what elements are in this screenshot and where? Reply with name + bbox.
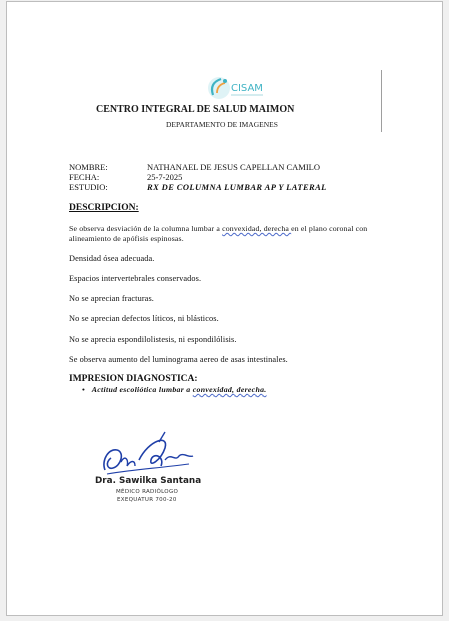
handwritten-signature (99, 430, 195, 480)
bullet-text-part-1: Actitud escoliótica lumbar a (91, 385, 193, 394)
name-value: NATHANAEL DE JESUS CAPELLAN CAMILO (147, 162, 320, 172)
department-name: DEPARTAMENTO DE IMAGENES (166, 120, 278, 129)
study-label: ESTUDIO: (69, 182, 108, 192)
logo-text: CISAM (231, 83, 263, 94)
impression-bullet (82, 385, 267, 394)
study-value: RX DE COLUMNA LUMBAR AP Y LATERAL (147, 182, 327, 192)
organization-name: CENTRO INTEGRAL DE SALUD MAIMON (96, 104, 295, 115)
paragraph-part-3: en el plano coronal con alineamiento de apófisis espinosas. (69, 224, 368, 243)
finding-lytic-defects: No se aprecian defectos líticos, ni blásticos. (69, 314, 219, 323)
bullet-dot-icon: • (82, 385, 92, 394)
description-title: DESCRIPCION: (69, 203, 139, 213)
finding-fractures: No se aprecian fracturas. (69, 294, 154, 303)
finding-spondylolisthesis: No se aprecia espondilolistesis, ni espondilólisis. (69, 335, 237, 344)
date-label: FECHA: (69, 172, 100, 182)
impression-title: IMPRESION DIAGNOSTICA: (69, 374, 198, 384)
signer-name: Dra. Sawilka Santana (95, 476, 202, 486)
name-label: NOMBRE: (69, 162, 108, 172)
bullet-text-part-2: convexidad, derecha. (192, 385, 267, 394)
signer-license: EXEQUATUR 700-20 (117, 497, 177, 503)
cisam-logo (203, 75, 265, 101)
finding-bone-density: Densidad ósea adecuada. (69, 254, 155, 263)
finding-intervertebral-spaces: Espacios intervertebrales conservados. (69, 274, 202, 283)
document-page (6, 1, 443, 616)
signer-title: MÉDICO RADIÓLOGO (116, 489, 179, 495)
description-paragraph (69, 224, 389, 243)
paragraph-part-2: convexidad, derecha (222, 224, 292, 233)
finding-intestinal-gas: Se observa aumento del luminograma aereo de asas intestinales. (69, 355, 288, 364)
header-divider (381, 70, 382, 132)
paragraph-part-1: Se observa desviación de la columna lumbar a (69, 224, 223, 233)
date-value: 25-7-2025 (147, 172, 183, 182)
